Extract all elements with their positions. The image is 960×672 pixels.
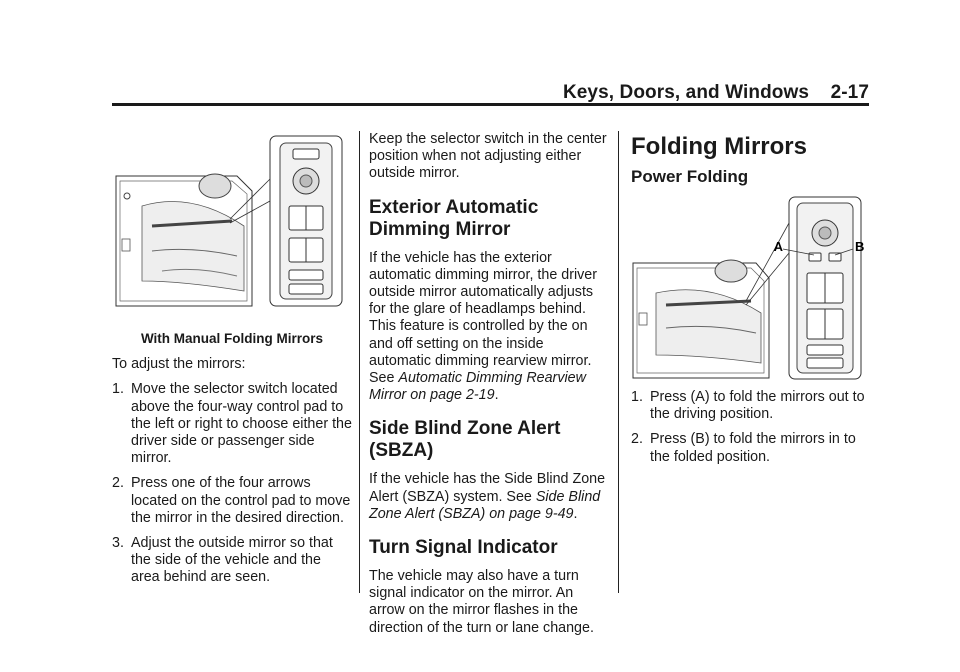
figure-manual-folding-mirrors <box>112 131 352 326</box>
intro-text: To adjust the mirrors: <box>112 356 246 373</box>
folding-steps <box>631 389 869 466</box>
intro-text: Keep the selector switch in the center position when not adjusting either outside mirror. <box>369 131 607 182</box>
list-item: 3. Adjust the outside mirror so that the side of the vehicle and the area behind are seen. <box>112 535 333 586</box>
column-1 <box>112 131 352 595</box>
section-title: Keys, Doors, and Windows <box>562 82 810 103</box>
column-2 <box>369 131 609 645</box>
section-heading: Side Blind Zone Alert (SBZA) <box>369 418 561 462</box>
running-header <box>563 82 869 104</box>
door-switch-illustration <box>112 131 352 326</box>
column-divider <box>359 131 360 593</box>
page-number: 2-17 <box>830 82 869 103</box>
cross-reference-link[interactable]: Side Blind Zone Alert (SBZA) on page 9-49 <box>369 488 601 522</box>
adjust-steps <box>112 381 352 586</box>
list-item: 2. Press (B) to fold the mirrors in to the folded position. <box>631 431 856 465</box>
cross-reference-link[interactable]: Automatic Dimming Rearview Mirror on page 2-19 <box>369 370 586 404</box>
label-a: A <box>773 239 783 254</box>
section-heading: Turn Signal Indicator <box>369 537 558 559</box>
column-3 <box>631 131 869 474</box>
section-heading: Exterior Automatic Dimming Mirror <box>369 196 539 240</box>
label-b: B <box>855 239 865 254</box>
list-item: 2. Press one of the four arrows located on the control pad to move the mirror in the desired direction. <box>112 475 351 526</box>
subsection-heading: Power Folding <box>631 167 749 186</box>
figure-caption: With Manual Folding Mirrors <box>140 331 324 346</box>
figure-power-folding-mirrors <box>631 193 869 383</box>
list-item: 1. Press (A) to fold the mirrors out to the driving position. <box>631 389 865 423</box>
section-text: If the vehicle has the exterior automatic dimming mirror, the driver outside mirror automatically adjusts for the glare of headlamps behind. This feature is controlled by the on and off setting on the inside automatic dimming rearview mirror. See Automatic Dimming Rearview Mirror on page 2-19. <box>369 249 598 404</box>
header-rule <box>112 103 869 106</box>
list-item: 1. Move the selector switch located above the four-way control pad to the left or right to choose either the driver side or passenger side mirror. <box>112 381 352 467</box>
page-section-title: Folding Mirrors <box>631 133 807 160</box>
section-text: The vehicle may also have a turn signal indicator on the mirror. An arrow on the mirror flashes in the direction of the turn or lane change. <box>369 568 594 636</box>
column-divider <box>618 131 619 593</box>
section-text: If the vehicle has the Side Blind Zone Alert (SBZA) system. See Side Blind Zone Alert (SBZA) on page 9-49. <box>369 471 606 522</box>
power-folding-switch-illustration <box>631 193 869 383</box>
